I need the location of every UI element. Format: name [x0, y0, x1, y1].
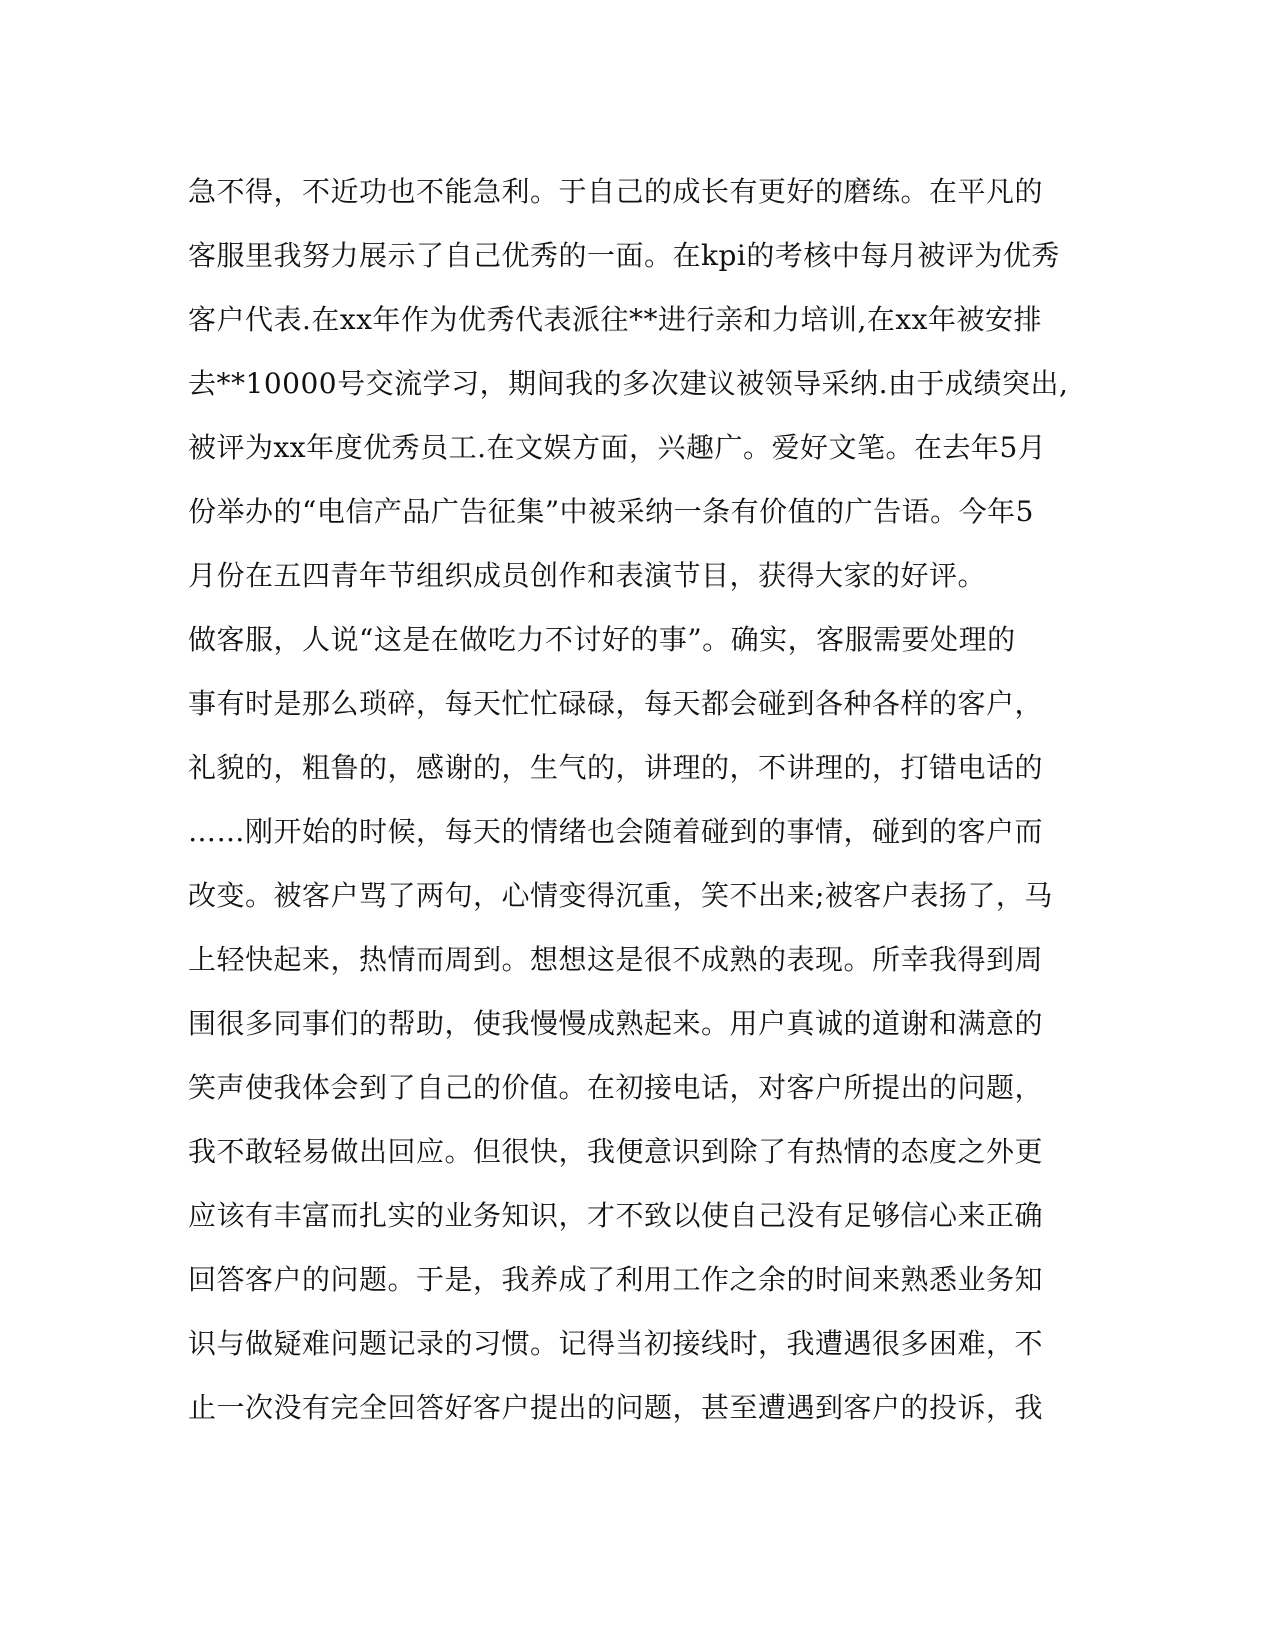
text-line: 月份在五四青年节组织成员创作和表演节目，获得大家的好评。: [188, 559, 987, 592]
text-line: 礼貌的，粗鲁的，感谢的，生气的，讲理的，不讲理的，打错电话的: [188, 751, 1044, 784]
text-line: 应该有丰富而扎实的业务知识，才不致以使自己没有足够信心来正确: [188, 1199, 1044, 1232]
text-line: 事有时是那么琐碎，每天忙忙碌碌，每天都会碰到各种各样的客户，: [188, 687, 1044, 720]
text-line: 份举办的“电信产品广告征集”中被采纳一条有价值的广告语。今年5: [188, 495, 1034, 528]
text-line: 客户代表.在xx年作为优秀代表派往**进行亲和力培训,在xx年被安排: [188, 303, 1042, 336]
text-line: 止一次没有完全回答好客户提出的问题，甚至遭遇到客户的投诉，我: [188, 1391, 1044, 1424]
text-line: 去**10000号交流学习，期间我的多次建议被领导采纳.由于成绩突出,: [188, 367, 1069, 400]
text-line: 我不敢轻易做出回应。但很快，我便意识到除了有热情的态度之外更: [188, 1135, 1044, 1168]
text-line: 被评为xx年度优秀员工.在文娱方面，兴趣广。爱好文笔。在去年5月: [188, 431, 1047, 464]
text-line: 急不得，不近功也不能急利。于自己的成长有更好的磨练。在平凡的: [188, 175, 1044, 208]
text-line: 上轻快起来，热情而周到。想想这是很不成熟的表现。所幸我得到周: [188, 943, 1044, 976]
text-line: 做客服，人说“这是在做吃力不讨好的事”。确实，客服需要处理的: [188, 623, 1016, 656]
text-line: ……刚开始的时候，每天的情绪也会随着碰到的事情，碰到的客户而: [188, 815, 1044, 848]
text-line: 围很多同事们的帮助，使我慢慢成熟起来。用户真诚的道谢和满意的: [188, 1007, 1044, 1040]
body-text: [188, 160, 1088, 1440]
text-line: 识与做疑难问题记录的习惯。记得当初接线时，我遭遇很多困难，不: [188, 1327, 1044, 1360]
text-line: 回答客户的问题。于是，我养成了利用工作之余的时间来熟悉业务知: [188, 1263, 1044, 1296]
text-line: 笑声使我体会到了自己的价值。在初接电话，对客户所提出的问题，: [188, 1071, 1044, 1104]
text-line: 客服里我努力展示了自己优秀的一面。在kpi的考核中每月被评为优秀: [188, 239, 1060, 272]
text-line: 改变。被客户骂了两句，心情变得沉重，笑不出来;被客户表扬了，马: [188, 879, 1053, 912]
